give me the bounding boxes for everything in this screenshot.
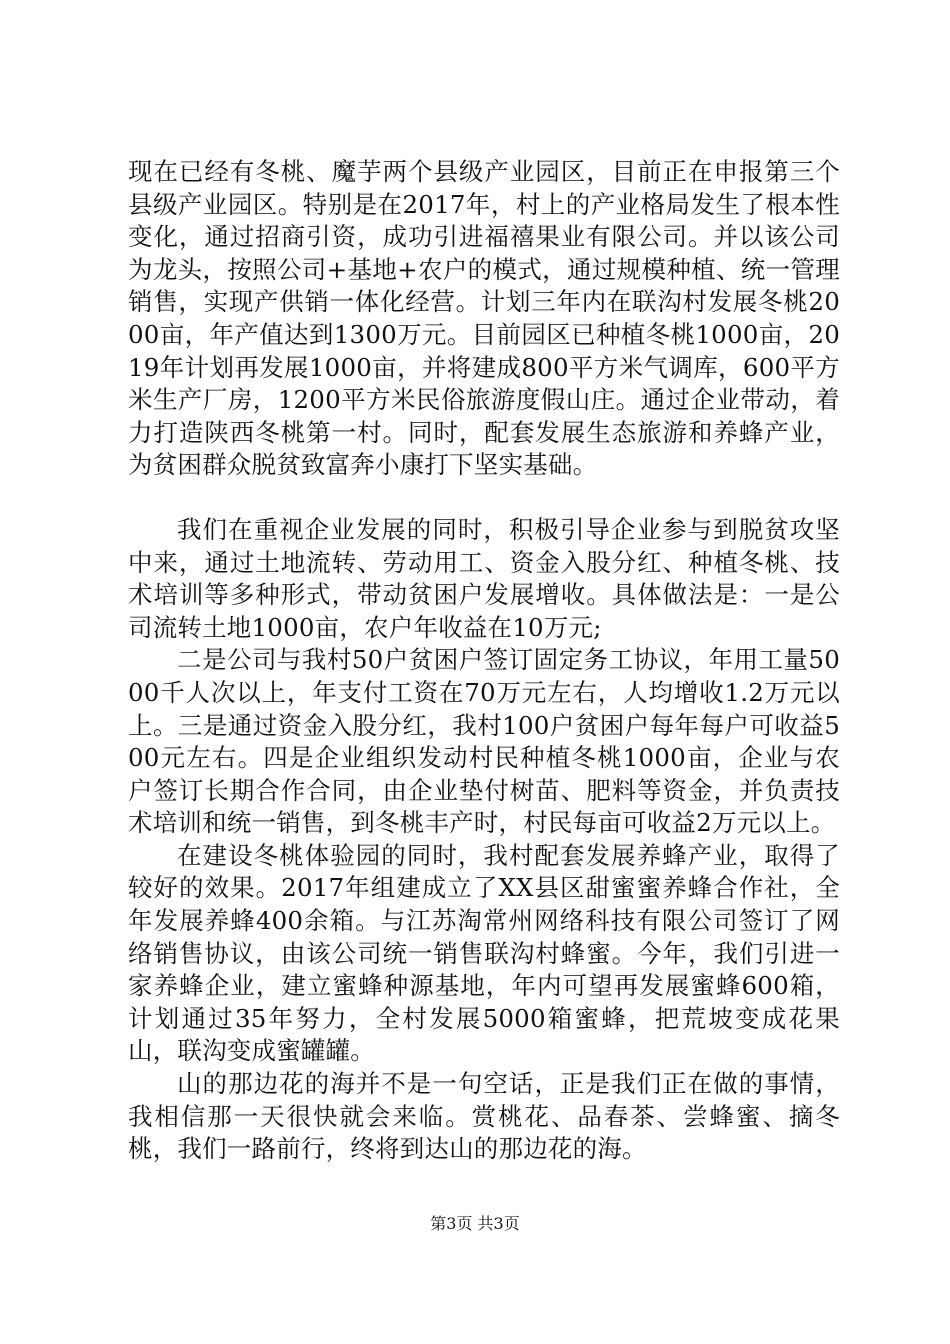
page-footer: 第3页 共3页 (430, 1214, 520, 1233)
paragraph-5: 山的那边花的海并不是一句空话，正是我们正在做的事情，我相信那一天很快就会来临。赏桃花、品春茶、尝蜂蜜、摘冬桃，我们一路前行，终将到达山的那边花的海。 (128, 1069, 840, 1164)
paragraph-4: 在建设冬桃体验园的同时，我村配套发展养蜂产业，取得了较好的效果。2017年组建成立了XX县区甜蜜蜜养蜂合作社，全年发展养蜂400余箱。与江苏淘常州网络科技有限公司签订了网络销售协议，由该公司统一销售联沟村蜂蜜。今年，我们引进一家养蜂企业，建立蜜蜂种源基地，年内可望再发展蜜蜂600箱，计划通过35年努力，全村发展5000箱蜜蜂，把荒坡变成花果山，联沟变成蜜罐罐。 (128, 840, 840, 1066)
body-text (128, 156, 840, 1166)
paragraph-3: 二是公司与我村50户贫困户签订固定务工协议，年用工量5000千人次以上，年支付工资在70万元左右，人均增收1.2万元以上。三是通过资金入股分红，我村100户贫困户每年每户可收益500元左右。四是企业组织发动村民种植冬桃1000亩，企业与农户签订长期合作合同，由企业垫付树苗、肥料等资金，并负责技术培训和统一销售，到冬桃丰产时，村民每亩可收益2万元以上。 (128, 645, 840, 838)
paragraph-1: 现在已经有冬桃、魔芋两个县级产业园区，目前正在申报第三个县级产业园区。特别是在2017年，村上的产业格局发生了根本性变化，通过招商引资，成功引进福禧果业有限公司。并以该公司为龙头，按照公司+基地+农户的模式，通过规模种植、统一管理销售，实现产供销一体化经营。计划三年内在联沟村发展冬桃2000亩，年产值达到1300万元。目前园区已种植冬桃1000亩，2019年计划再发展1000亩，并将建成800平方米气调库，600平方米生产厂房，1200平方米民俗旅游度假山庄。通过企业带动，着力打造陕西冬桃第一村。同时，配套发展生态旅游和养蜂产业，为贫困群众脱贫致富奔小康打下坚实基础。 (128, 157, 840, 480)
paragraph-2: 我们在重视企业发展的同时，积极引导企业参与到脱贫攻坚中来，通过土地流转、劳动用工、资金入股分红、种植冬桃、技术培训等多种形式，带动贫困户发展增收。具体做法是：一是公司流转土地1000亩，农户年收益在10万元; (128, 514, 840, 642)
